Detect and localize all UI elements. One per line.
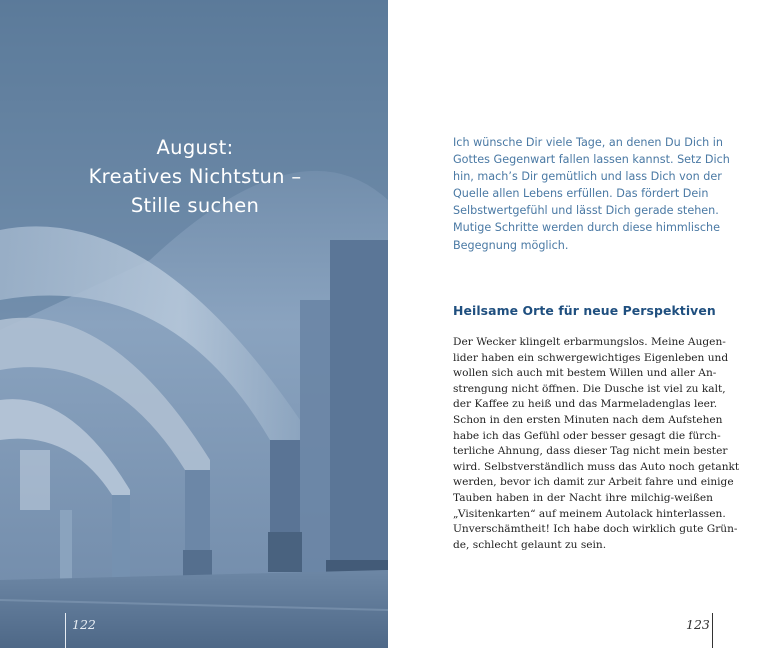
- body-line: lider haben ein schwergewichtiges Eigenleben und: [453, 351, 729, 364]
- body-line: Unverschämtheit! Ich habe doch wirklich gute Grün-: [453, 523, 738, 536]
- body-line: der Kaffee zu heiß und das Marmeladenglas leer.: [453, 398, 718, 411]
- intro-line: Mutige Schritte werden durch diese himmlische: [453, 221, 720, 235]
- body-line: Schon in den ersten Minuten nach dem Aufstehen: [453, 413, 723, 426]
- body-line: Tauben haben in der Nacht ihre milchig-weißen: [453, 491, 713, 504]
- body-paragraph: [453, 335, 740, 553]
- body-line: „Visitenkarten“ auf meinem Autolack hinterlassen.: [453, 507, 726, 520]
- page-number-rule: [712, 613, 713, 648]
- intro-line: Quelle allen Lebens erfüllen. Das fördert Dein: [453, 187, 709, 201]
- intro-line: Gottes Gegenwart fallen lassen kannst. Setz Dich: [453, 153, 730, 167]
- chapter-title-line: August:: [156, 136, 234, 159]
- chapter-title-line: Stille suchen: [130, 194, 260, 217]
- intro-line: Selbstwertgefühl und lässt Dich gerade stehen.: [453, 204, 719, 218]
- right-page: [388, 0, 777, 648]
- page-number-left: 122: [72, 617, 96, 632]
- body-line: werden, bevor ich damit zur Arbeit fahre und einige: [453, 476, 734, 489]
- arcade-photo: [0, 0, 388, 648]
- left-page: [0, 0, 388, 648]
- chapter-title: [40, 133, 350, 220]
- body-line: wird. Selbstverständlich muss das Auto noch getankt: [453, 460, 740, 473]
- page-number-right: 123: [686, 617, 710, 632]
- intro-line: Ich wünsche Dir viele Tage, an denen Du Dich in: [453, 136, 723, 149]
- body-line: habe ich das Gefühl oder besser gesagt die fürch-: [453, 429, 721, 442]
- page-number-rule: [65, 613, 66, 648]
- intro-line: Begegnung möglich.: [453, 238, 569, 252]
- chapter-title-line: Kreatives Nichtstun –: [88, 165, 302, 188]
- body-line: terliche Ahnung, dass dieser Tag nicht mein bester: [453, 445, 728, 458]
- body-line: wollen sich auch mit bestem Willen und aller An-: [453, 367, 717, 380]
- body-line: de, schlecht gelaunt zu sein.: [453, 538, 607, 551]
- body-line: strengung nicht öffnen. Die Dusche ist viel zu kalt,: [453, 382, 726, 395]
- intro-paragraph: [453, 134, 735, 254]
- section-heading: Heilsame Orte für neue Perspektiven: [453, 303, 716, 318]
- intro-line: hin, mach’s Dir gemütlich und lass Dich von der: [453, 170, 722, 184]
- body-line: Der Wecker klingelt erbarmungslos. Meine Augen-: [453, 336, 726, 348]
